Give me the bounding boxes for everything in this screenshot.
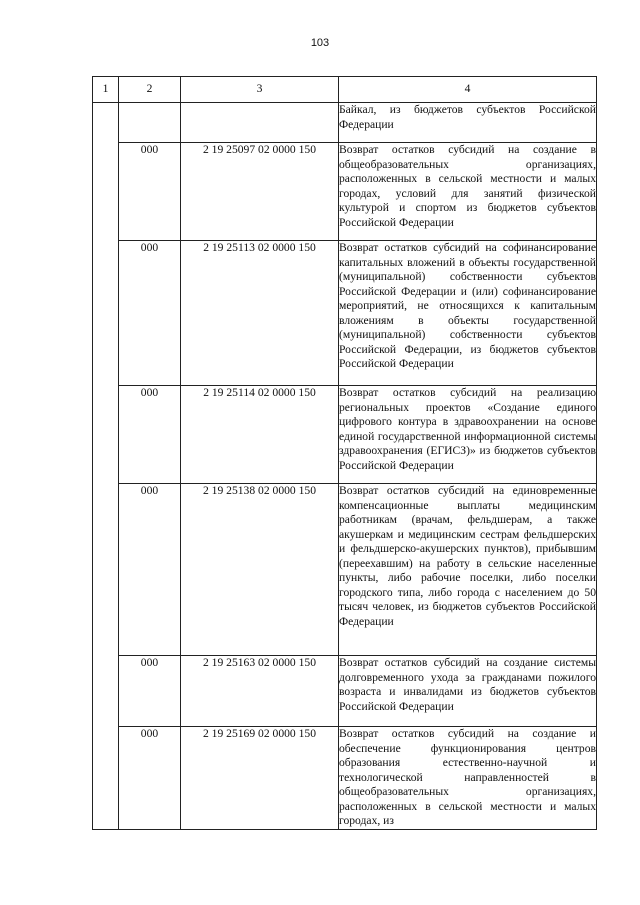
continuation-row xyxy=(93,103,597,143)
budget-classification-table xyxy=(92,76,597,830)
admin-code-cell: 000 xyxy=(119,386,181,484)
description-cell: Возврат остатков субсидий на создание системы долговременного ухода за гражданами пожилого возраста и инвалидами из бюджетов субъектов Российской Федерации xyxy=(339,656,597,727)
admin-code-cell: 000 xyxy=(119,727,181,830)
header-col-4: 4 xyxy=(339,77,597,103)
table-row xyxy=(93,484,597,656)
income-code-cell: 2 19 25169 02 0000 150 xyxy=(181,727,339,830)
description-cell: Байкал, из бюджетов субъектов Российской Федерации xyxy=(339,103,597,143)
admin-code-cell xyxy=(119,103,181,143)
income-code-cell: 2 19 25163 02 0000 150 xyxy=(181,656,339,727)
admin-code-cell: 000 xyxy=(119,484,181,656)
description-cell: Возврат остатков субсидий на реализацию региональных проектов «Создание единого цифрового контура в здравоохранении на основе единой государственной информационной системы здравоохранения (ЕГИСЗ)» из бюджетов субъектов Российской Федерации xyxy=(339,386,597,484)
description-cell: Возврат остатков субсидий на создание и обеспечение функционирования центров образования естественно-научной и технологической направленностей в общеобразовательных организациях, расположенных в сельской местности и малых городах, из xyxy=(339,727,596,827)
income-code-cell: 2 19 25114 02 0000 150 xyxy=(181,386,339,484)
table-row xyxy=(93,241,597,386)
group-number-cell xyxy=(93,103,119,830)
header-col-2: 2 xyxy=(119,77,181,103)
description-cell: Возврат остатков субсидий на софинансирование капитальных вложений в объекты государственной (муниципальной) собственности субъектов Российской Федерации и (или) софинансирование мероприятий, не относящихся к капитальным вложениям в объекты государственной (муниципальной) собственности субъектов Российской Федерации, из бюджетов субъектов Российской Федерации xyxy=(339,241,597,386)
admin-code-cell: 000 xyxy=(119,241,181,386)
table-row xyxy=(93,143,597,241)
table-row xyxy=(93,727,597,830)
table-row xyxy=(93,656,597,727)
description-cell: Возврат остатков субсидий на создание в общеобразовательных организациях, расположенных в сельской местности и малых городах, условий для занятий физической культурой и спортом из бюджетов субъектов Российской Федерации xyxy=(339,143,597,241)
income-code-cell: 2 19 25138 02 0000 150 xyxy=(181,484,339,656)
description-cell: Возврат остатков субсидий на единовременные компенсационные выплаты медицинским работникам (врачам, фельдшерам, а также акушеркам и медицинским сестрам фельдшерских и фельдшерско-акушерских пунктов), прибывшим (переехавшим) на работу в сельские населенные пункты, либо рабочие поселки, либо поселки городского типа, либо города с населением до 50 тысяч человек, из бюджетов субъектов Российской Федерации xyxy=(339,484,597,656)
header-col-1: 1 xyxy=(93,77,119,103)
income-code-cell xyxy=(181,103,339,143)
table-row xyxy=(93,386,597,484)
income-code-cell: 2 19 25097 02 0000 150 xyxy=(181,143,339,241)
admin-code-cell: 000 xyxy=(119,143,181,241)
income-code-cell: 2 19 25113 02 0000 150 xyxy=(181,241,339,386)
page-number: 103 xyxy=(310,37,330,49)
header-col-3: 3 xyxy=(181,77,339,103)
admin-code-cell: 000 xyxy=(119,656,181,727)
table-header-row xyxy=(93,77,597,103)
